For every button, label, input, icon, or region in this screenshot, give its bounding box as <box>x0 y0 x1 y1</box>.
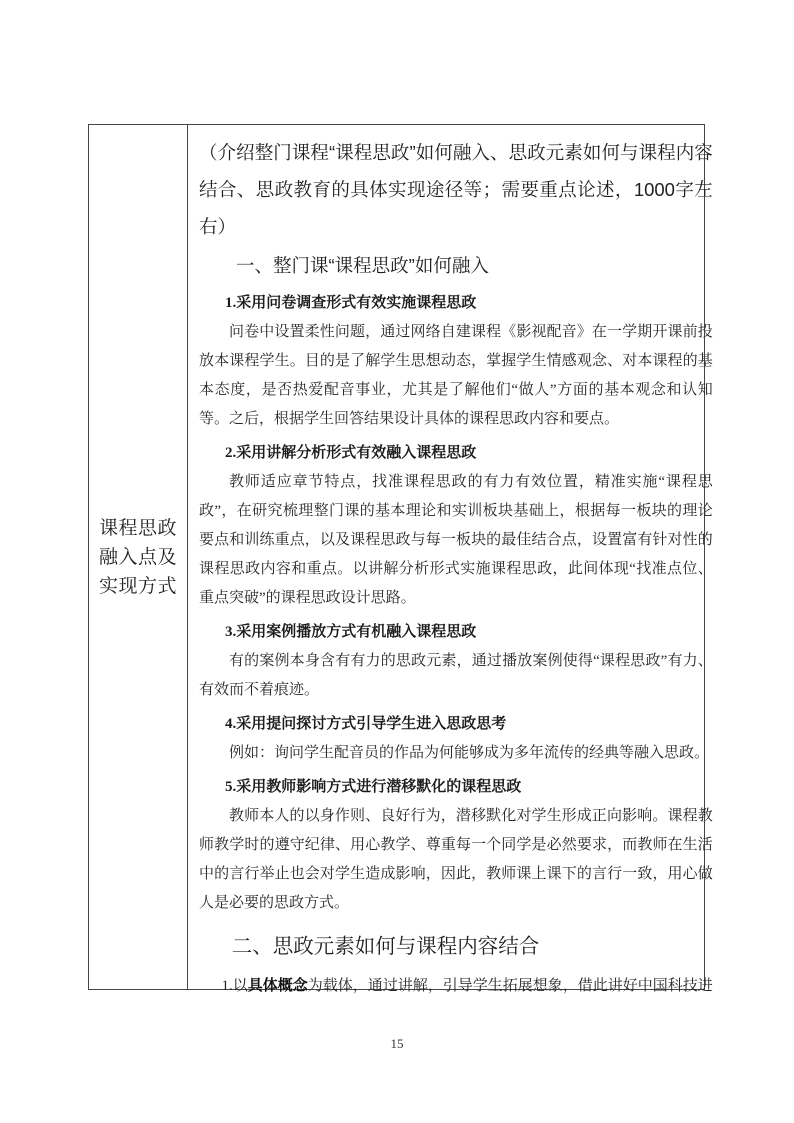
course-ideology-table <box>88 124 713 994</box>
method-1-title: 1.采用问卷调查形式有效实施课程思政 <box>224 295 477 311</box>
method-3-title: 3.采用案例播放方式有机融入课程思政 <box>224 624 477 640</box>
method-1-paragraph: 问卷中设置柔性问题，通过网络自建课程《影视配音》在一学期开课前投放本课程学生。目的是了解学生思想动态，掌握学生情感观念、对本课程的基本态度，是否热爱配音事业，尤其是了解他们“做人”方面的基本观念和认知等。之后，根据学生回答结果设计具体的课程思政内容和要点。 <box>199 324 713 427</box>
method-5-title: 5.采用教师影响方式进行潜移默化的课程思政 <box>224 779 522 795</box>
method-3-paragraph: 有的案例本身含有有力的思政元素，通过播放案例使得“课程思政”有力、有效而不着痕迹。 <box>199 653 713 698</box>
section2-item-1 <box>199 972 713 1001</box>
row-header-line-1: 课程思政 <box>98 517 177 539</box>
section1-heading: 一、整门课“课程思政”如何融入 <box>236 255 489 276</box>
method-5-paragraph: 教师本人的以身作则、良好行为，潜移默化对学生形成正向影响。课程教师教学时的遵守纪律、用心教学、尊重每一个同学是必然要求，而教师在生活中的言行举止也会对学生造成影响，因此，教师课上课下的言行一致，用心做人是必要的思政方式。 <box>199 808 713 911</box>
intro-note: （介绍整门课程“课程思政”如何融入、思政元素如何与课程内容结合、思政教育的具体实现途径等；需要重点论述，1000字左右） <box>199 142 713 237</box>
row-header-cell <box>89 125 188 989</box>
section2-item-1-rest: 为载体，通过讲解，引导学生拓展想象，借此讲好中国科技进 <box>307 978 713 994</box>
method-4-paragraph: 例如：询问学生配音员的作品为何能够成为多年流传的经典等融入思政。 <box>229 745 710 761</box>
section2-item-1-prefix: 1.以 <box>221 978 248 994</box>
method-2-paragraph: 教师适应章节特点，找准课程思政的有力有效位置，精准实施“课程思政”，在研究梳理整门课的基本理论和实训板块基础上，根据每一板块的理论要点和训练重点，以及课程思政与每一板块的最佳结合点，设置富有针对性的课程思政内容和重点。以讲解分析形式实施课程思政，此间体现“找准点位、重点突破”的课程思政设计思路。 <box>199 474 713 606</box>
method-2-title: 2.采用讲解分析形式有效融入课程思政 <box>224 445 477 461</box>
row-header-line-2: 融入点及 <box>98 546 177 568</box>
row-header-line-3: 实现方式 <box>98 575 177 597</box>
content-cell <box>188 125 723 994</box>
section2-heading: 二、思政元素如何与课程内容结合 <box>231 935 540 958</box>
page-number: 15 <box>390 1036 404 1051</box>
section2-item-1-bold-term: 具体概念 <box>247 978 308 994</box>
method-4-title: 4.采用提问探讨方式引导学生进入思政思考 <box>224 716 507 732</box>
